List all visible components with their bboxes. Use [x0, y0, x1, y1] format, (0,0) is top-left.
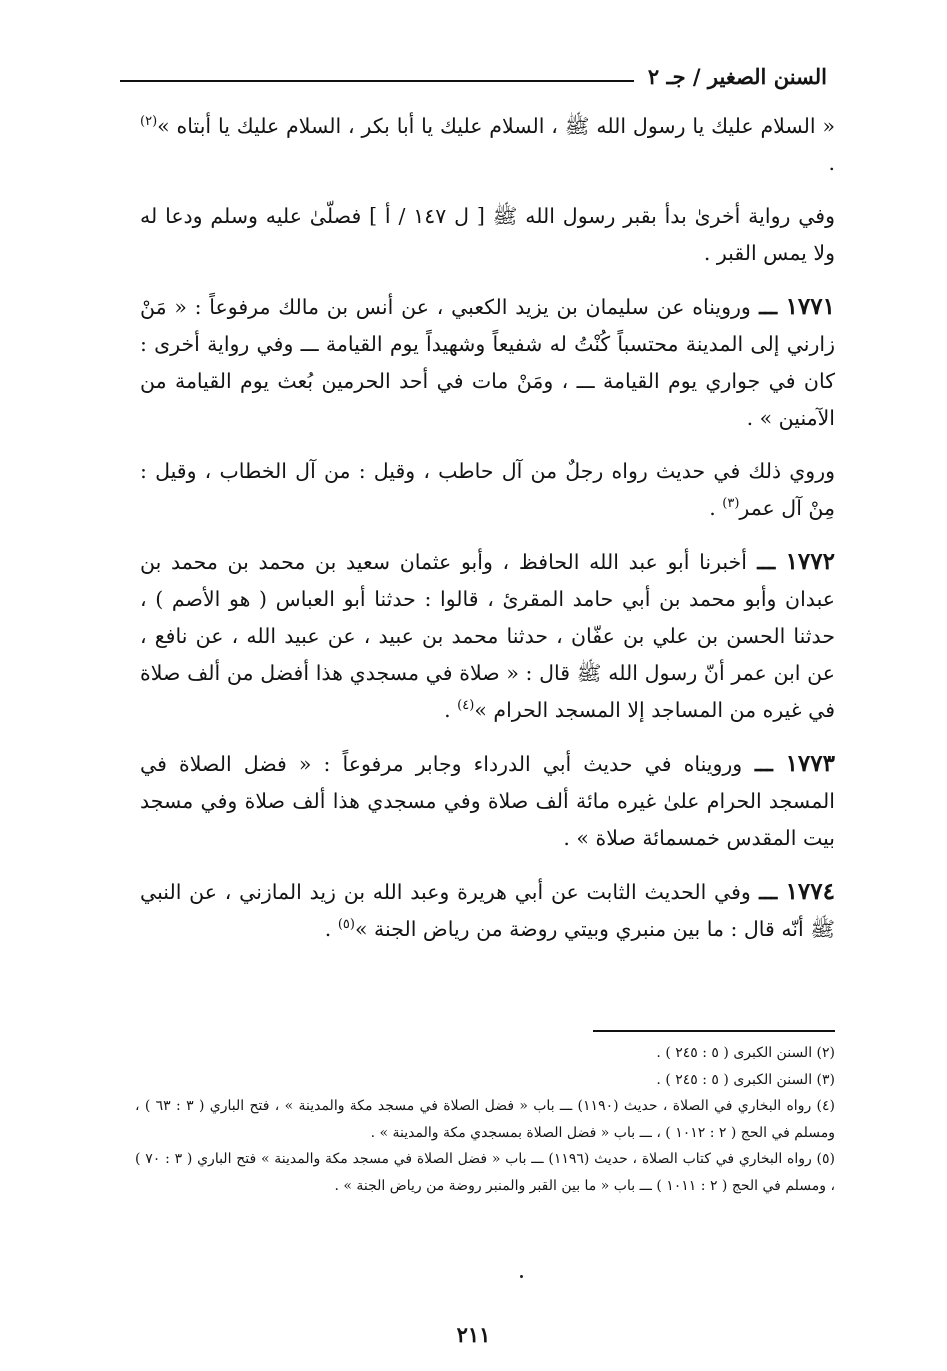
paragraph-tail: . [828, 151, 835, 175]
paragraph-text: وفي رواية أخرىٰ بدأ بقبر رسول الله ﷺ [ ل ١٤٧ / أ ] فصلّىٰ عليه وسلم ودعا له ولا يمس القبر . [140, 204, 835, 265]
paragraph-text: ورويناه عن سليمان بن يزيد الكعبي ، عن أنس بن مالك مرفوعاً : « مَنْ زارني إلى المدينة محتسباً كُنْتُ له شفيعاً وشهيداً يوم القيامة ـــ وفي رواية أخرى : كان في جواري يوم القيامة ـــ ، ومَنْ مات في أحد الحرمين بُعث يوم القيامة من الآمنين » . [140, 295, 835, 430]
paragraph: ١٧٧٢ ـــ أخبرنا أبو عبد الله الحافظ ، وأبو عثمان سعيد بن محمد بن محمد بن عبدان وأبو محمد بن أبي حامد المقرئ ، قالوا : حدثنا أبو العباس ( هو الأصم ) ، حدثنا الحسن بن علي بن عفّان ، حدثنا محمد بن عبيد ، عن عبيد الله ، عن نافع ، عن ابن عمر أنّ رسول الله ﷺ قال : « صلاة في مسجدي هذا أفضل من ألف صلاة في غيره من المساجد إلا المسجد الحرام »$^{(٤)}$ . [140, 548, 835, 722]
paragraph [140, 198, 835, 272]
footnote: (٤) رواه البخاري في الصلاة ، حديث (١١٩٠) ـــ باب « فضل الصلاة في مسجد مكة والمدينة » ، فتح الباري ( ٣ : ٦٣ ) ، ومسلم في الحج ( ٢ : ١٠١٢ ) ، ـــ باب « فضل الصلاة بمسجدي مكة والمدينة » . [135, 1098, 836, 1141]
hadith-number: ١٧٧٤ [785, 878, 835, 905]
header-rule [120, 80, 634, 82]
paragraph-tail: . [709, 496, 723, 520]
footnote: (٣) السنن الكبرى ( ٥ : ٢٤٥ ) . [656, 1071, 835, 1088]
hadith-number: ١٧٧١ [785, 293, 835, 320]
footnote-ref: (٢) [140, 114, 158, 130]
footnotes [135, 1030, 835, 1199]
paragraph: ١٧٧١ ـــ ورويناه عن سليمان بن يزيد الكعبي ، عن أنس بن مالك مرفوعاً : « مَنْ زارني إلى المدينة محتسباً كُنْتُ له شفيعاً وشهيداً يوم القيامة ـــ وفي رواية أخرى : كان في جواري يوم القيامة ـــ ، ومَنْ مات في أحد الحرمين بُعث يوم القيامة من الآمنين » . [140, 293, 835, 430]
hadith-number: ١٧٧٢ [785, 548, 835, 575]
paragraph: ١٧٧٤ ـــ وفي الحديث الثابت عن أبي هريرة وعبد الله بن زيد المازني ، عن النبي ﷺ أنّه قال : ما بين منبري وبيتي روضة من رياض الجنة »$^{(٥)}$ . [140, 878, 835, 941]
footnote: (٢) السنن الكبرى ( ٥ : ٢٤٥ ) . [656, 1045, 835, 1061]
paragraph: ١٧٧٣ ـــ ورويناه في حديث أبي الدرداء وجابر مرفوعاً : « فضل الصلاة في المسجد الحرام علىٰ غيره مائة ألف صلاة وفي مسجدي هذا ألف صلاة وفي مسجد بيت المقدس خمسمائة صلاة » . [140, 750, 835, 850]
footnote-rule [593, 1030, 835, 1032]
paragraph [140, 108, 835, 182]
hadith-number: ١٧٧٣ [785, 750, 835, 777]
footnote-ref: (٤) [457, 698, 475, 714]
paragraph [140, 453, 835, 527]
paragraph-text: وروي ذلك في حديث رواه رجلٌ من آل حاطب ، وقيل : من آل الخطاب ، وقيل : مِنْ آل عمر [140, 459, 835, 520]
main-text [140, 108, 835, 964]
page-number: ٢١١ [456, 1322, 491, 1347]
footnote-ref: (٥) [337, 917, 355, 933]
paragraph-text: وفي الحديث الثابت عن أبي هريرة وعبد الله بن زيد المازني ، عن النبي ﷺ أنّه قال : ما بين منبري وبيتي روضة من رياض الجنة » [140, 880, 835, 941]
running-header-title: السنن الصغير / جـ ٢ [647, 63, 827, 89]
paragraph-text: « السلام عليك يا رسول الله ﷺ ، السلام عليك يا أبا بكر ، السلام عليك يا أبتاه » [157, 114, 835, 138]
paragraph-text: أخبرنا أبو عبد الله الحافظ ، وأبو عثمان سعيد بن محمد بن محمد بن عبدان وأبو محمد بن أبي حامد المقرئ ، قالوا : حدثنا أبو العباس ( هو الأصم ) ، حدثنا الحسن بن علي بن عفّان ، حدثنا محمد بن عبيد ، عن عبيد الله ، عن نافع ، عن ابن عمر أنّ رسول الله ﷺ قال : « صلاة في مسجدي هذا أفضل من ألف صلاة في غيره من المساجد إلا المسجد الحرام » [140, 550, 835, 722]
footnote-ref: (٣) [722, 496, 740, 512]
footnote: (٥) رواه البخاري في كتاب الصلاة ، حديث (١١٩٦) ـــ باب « فضل الصلاة في مسجد مكة والمدينة » فتح الباري ( ٣ : ٧٠ ) ، ومسلم في الحج ( ٢ : ١٠١١ ) ـــ باب « ما بين القبر والمنبر روضة من رياض الجنة » . [135, 1151, 835, 1194]
paragraph-text: ورويناه في حديث أبي الدرداء وجابر مرفوعاً : « فضل الصلاة في المسجد الحرام علىٰ غيره مائة ألف صلاة وفي مسجدي هذا ألف صلاة وفي مسجد بيت المقدس خمسمائة صلاة » . [140, 752, 835, 850]
running-header [120, 58, 827, 94]
paragraph-tail: . [444, 698, 458, 722]
scan-speck [520, 1275, 523, 1278]
paragraph-tail: . [324, 917, 338, 941]
